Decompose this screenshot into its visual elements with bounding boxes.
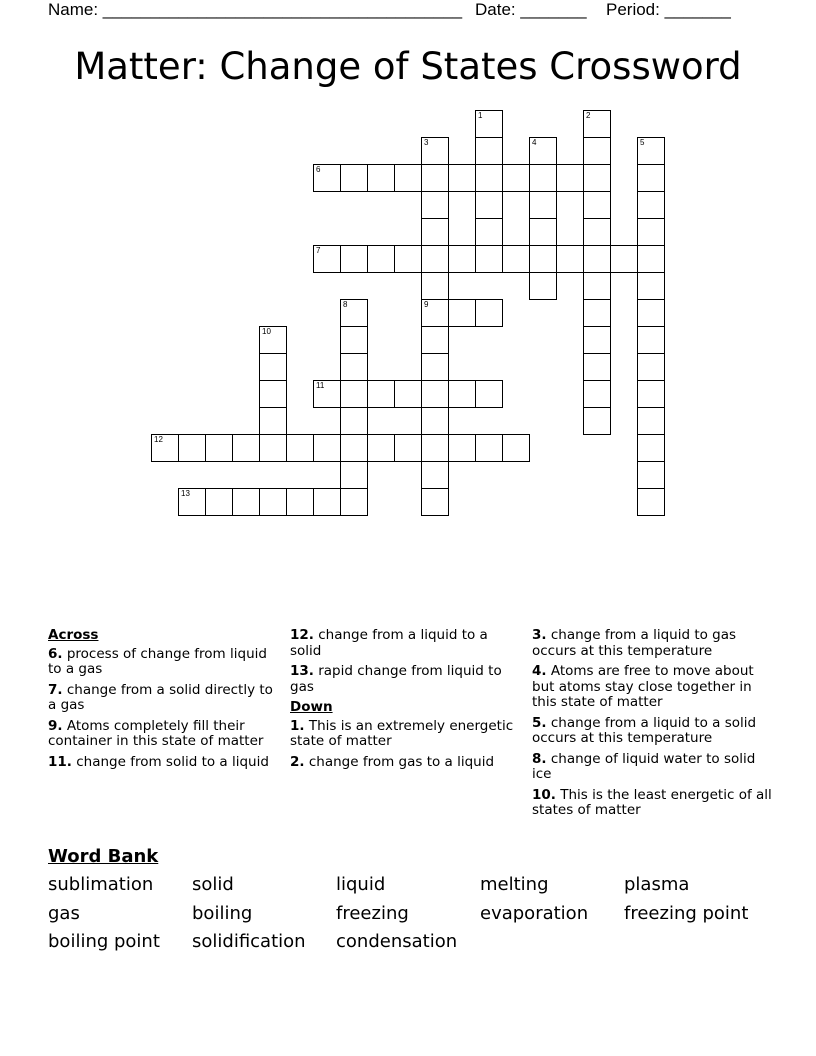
crossword-cell[interactable] (421, 326, 449, 354)
crossword-cell[interactable] (421, 407, 449, 435)
clue-number: 11 (48, 753, 67, 770)
crossword-cell[interactable] (151, 434, 179, 462)
crossword-cell[interactable] (583, 164, 611, 192)
clue-text: change from a liquid to a solid occurs at this temperature (532, 714, 757, 746)
crossword-cell[interactable] (502, 245, 530, 273)
crossword-cell[interactable] (421, 380, 449, 408)
clue-text: change from a liquid to a solid (290, 627, 488, 659)
crossword-cell[interactable] (313, 434, 341, 462)
clue-down-3: 3. change from a liquid to gas occurs at this temperature (532, 627, 737, 659)
word-bank-item: sublimation (48, 874, 154, 895)
clue-text: Atoms are free to move about but atoms stay close together in this state of matter (532, 663, 754, 710)
cell-number: 10 (262, 327, 271, 336)
crossword-cell[interactable] (340, 164, 368, 192)
clue-down-8: 8. change of liquid water to solid ice (532, 750, 756, 782)
cell-number: 6 (316, 165, 321, 174)
crossword-cell[interactable] (259, 407, 287, 435)
cell-number: 11 (316, 381, 325, 390)
crossword-cell[interactable] (556, 245, 584, 273)
crossword-cell[interactable] (637, 488, 665, 516)
crossword-cell[interactable] (583, 272, 611, 300)
crossword-cell[interactable] (421, 164, 449, 192)
crossword-cell[interactable] (637, 218, 665, 246)
word-bank-item: solid (192, 874, 234, 895)
crossword-cell[interactable] (448, 299, 476, 327)
crossword-cell[interactable] (637, 245, 665, 273)
crossword-cell[interactable] (367, 245, 395, 273)
crossword-cell[interactable] (421, 488, 449, 516)
crossword-cell[interactable] (313, 488, 341, 516)
crossword-cell[interactable] (502, 434, 530, 462)
crossword-cell[interactable] (583, 380, 611, 408)
crossword-cell[interactable] (529, 272, 557, 300)
crossword-cell[interactable] (475, 380, 503, 408)
crossword-cell[interactable] (637, 137, 665, 165)
crossword-cell[interactable] (340, 353, 368, 381)
word-bank-item: condensation (336, 931, 458, 952)
crossword-cell[interactable] (583, 245, 611, 273)
clue-number: 13 (290, 663, 309, 679)
clue-number: 5 (532, 714, 542, 731)
crossword-cell[interactable] (475, 245, 503, 273)
cell-number: 7 (316, 246, 321, 255)
crossword-cell[interactable] (313, 380, 341, 408)
word-bank-item: freezing (336, 903, 409, 924)
cell-number: 12 (154, 435, 163, 444)
crossword-cell[interactable] (583, 137, 611, 165)
clue-text: change of liquid water to solid ice (532, 750, 756, 782)
crossword-cell[interactable] (583, 191, 611, 219)
crossword-cell[interactable] (637, 299, 665, 327)
crossword-cell[interactable] (421, 218, 449, 246)
crossword-cell[interactable] (178, 488, 206, 516)
crossword-cell[interactable] (367, 380, 395, 408)
clue-text: change from gas to a liquid (308, 753, 495, 770)
clue-text: change from a solid directly to a gas (48, 681, 273, 713)
crossword-cell[interactable] (313, 164, 341, 192)
crossword-cell[interactable] (394, 380, 422, 408)
clue-down-4: 4. Atoms are free to move about but atoms stay close together in this state of matter (532, 663, 754, 710)
clue-text: change from a liquid to gas occurs at this temperature (532, 627, 737, 659)
clue-text: change from solid to a liquid (76, 753, 269, 770)
down-heading: Down (290, 699, 333, 715)
crossword-cell[interactable] (259, 326, 287, 354)
clue-across-13: 13. rapid change from liquid to gas (290, 663, 502, 695)
crossword-cell[interactable] (583, 299, 611, 327)
crossword-cell[interactable] (421, 299, 449, 327)
crossword-cell[interactable] (475, 164, 503, 192)
clue-number: 8 (532, 750, 542, 767)
crossword-cell[interactable] (259, 380, 287, 408)
name-line: Name: ______________________________________ (48, 0, 463, 19)
crossword-cell[interactable] (259, 353, 287, 381)
clue-number: 7 (48, 681, 58, 698)
clue-text: rapid change from liquid to gas (290, 663, 502, 695)
crossword-cell[interactable] (583, 326, 611, 354)
clue-number: 1 (290, 717, 300, 734)
crossword-cell[interactable] (340, 407, 368, 435)
crossword-cell[interactable] (529, 164, 557, 192)
crossword-cell[interactable] (637, 353, 665, 381)
crossword-cell[interactable] (340, 245, 368, 273)
crossword-cell[interactable] (205, 434, 233, 462)
crossword-cell[interactable] (232, 488, 260, 516)
clues-column-3 (532, 628, 777, 824)
clue-down-2: 2. change from gas to a liquid (290, 753, 495, 770)
date-line: Date: _______ (475, 0, 587, 19)
cell-number: 1 (478, 111, 483, 120)
crossword-cell[interactable] (583, 218, 611, 246)
cell-number: 9 (424, 300, 429, 309)
crossword-cell[interactable] (421, 137, 449, 165)
clue-down-5: 5. change from a liquid to a solid occurs at this temperature (532, 714, 757, 746)
crossword-cell[interactable] (637, 407, 665, 435)
cell-number: 4 (532, 138, 537, 147)
word-bank-item: plasma (624, 874, 690, 895)
crossword-cell[interactable] (421, 461, 449, 489)
crossword-cell[interactable] (394, 434, 422, 462)
clue-number: 4 (532, 663, 542, 679)
crossword-cell[interactable] (394, 164, 422, 192)
clue-across-11: 11. change from solid to a liquid (48, 753, 269, 770)
crossword-cell[interactable] (421, 191, 449, 219)
crossword-cell[interactable] (583, 110, 611, 138)
word-bank-item: freezing point (624, 903, 749, 924)
clues-column-1 (48, 628, 278, 775)
clue-down-1: 1. This is an extremely energetic state of matter (290, 717, 514, 749)
crossword-cell[interactable] (286, 488, 314, 516)
crossword-cell[interactable] (637, 461, 665, 489)
clue-text: This is an extremely energetic state of matter (290, 717, 514, 749)
word-bank-item: boiling point (48, 931, 160, 952)
word-bank-item: liquid (336, 874, 386, 895)
clue-text: process of change from liquid to a gas (48, 645, 267, 677)
crossword-cell[interactable] (286, 434, 314, 462)
cell-number: 13 (181, 489, 190, 498)
clue-text: This is the least energetic of all states of matter (532, 786, 772, 818)
crossword-cell[interactable] (637, 434, 665, 462)
crossword-cell[interactable] (259, 488, 287, 516)
clue-number: 6 (48, 645, 58, 662)
crossword-cell[interactable] (313, 245, 341, 273)
clue-across-9: 9. Atoms completely fill their container in this state of matter (48, 717, 264, 749)
crossword-cell[interactable] (448, 245, 476, 273)
crossword-cell[interactable] (610, 245, 638, 273)
crossword-cell[interactable] (475, 191, 503, 219)
crossword-cell[interactable] (475, 434, 503, 462)
clue-number: 10 (532, 786, 551, 803)
cell-number: 8 (343, 300, 348, 309)
clue-text: Atoms completely fill their container in this state of matter (48, 717, 264, 749)
crossword-cell[interactable] (637, 326, 665, 354)
crossword-cell[interactable] (529, 218, 557, 246)
crossword-cell[interactable] (529, 137, 557, 165)
word-bank-title: Word Bank (48, 846, 159, 867)
crossword-cell[interactable] (394, 245, 422, 273)
crossword-cell[interactable] (475, 137, 503, 165)
crossword-cell[interactable] (556, 164, 584, 192)
page-title: Matter: Change of States Crossword (74, 45, 742, 88)
crossword-cell[interactable] (502, 164, 530, 192)
word-bank-item: boiling (192, 903, 253, 924)
crossword-cell[interactable] (367, 164, 395, 192)
crossword-cell[interactable] (448, 380, 476, 408)
crossword-cell[interactable] (340, 488, 368, 516)
crossword-cell[interactable] (583, 407, 611, 435)
across-heading: Across (48, 627, 99, 643)
crossword-cell[interactable] (529, 245, 557, 273)
cell-number: 2 (586, 111, 591, 120)
clue-down-10: 10. This is the least energetic of all states of matter (532, 786, 772, 818)
word-bank-item: gas (48, 903, 80, 924)
crossword-cell[interactable] (340, 299, 368, 327)
crossword-cell[interactable] (340, 380, 368, 408)
cell-number: 5 (640, 138, 645, 147)
crossword-cell[interactable] (448, 164, 476, 192)
crossword-cell[interactable] (421, 245, 449, 273)
period-line: Period: _______ (606, 0, 731, 19)
crossword-cell[interactable] (448, 434, 476, 462)
crossword-cell[interactable] (421, 353, 449, 381)
clues-column-2 (290, 628, 515, 775)
crossword-cell[interactable] (340, 434, 368, 462)
crossword-cell[interactable] (367, 434, 395, 462)
crossword-cell[interactable] (475, 299, 503, 327)
word-bank-item: melting (480, 874, 549, 895)
clue-number: 12 (290, 627, 309, 643)
crossword-cell[interactable] (232, 434, 260, 462)
clue-number: 9 (48, 717, 58, 734)
clue-across-7: 7. change from a solid directly to a gas (48, 681, 273, 713)
cell-number: 3 (424, 138, 429, 147)
crossword-cell[interactable] (205, 488, 233, 516)
crossword-cell[interactable] (475, 218, 503, 246)
clue-number: 3 (532, 627, 542, 643)
word-bank-item: evaporation (480, 903, 589, 924)
crossword-cell[interactable] (259, 434, 287, 462)
crossword-cell[interactable] (340, 326, 368, 354)
crossword-cell[interactable] (583, 353, 611, 381)
crossword-cell[interactable] (637, 191, 665, 219)
crossword-cell[interactable] (178, 434, 206, 462)
crossword-cell[interactable] (637, 380, 665, 408)
clue-across-6: 6. process of change from liquid to a gas (48, 645, 267, 677)
word-bank-item: solidification (192, 931, 306, 952)
crossword-cell[interactable] (475, 110, 503, 138)
crossword-cell[interactable] (529, 191, 557, 219)
crossword-cell[interactable] (421, 434, 449, 462)
crossword-cell[interactable] (340, 461, 368, 489)
crossword-cell[interactable] (637, 272, 665, 300)
crossword-cell[interactable] (637, 164, 665, 192)
crossword-cell[interactable] (421, 272, 449, 300)
clue-across-12: 12. change from a liquid to a solid (290, 627, 488, 659)
clue-number: 2 (290, 753, 300, 770)
